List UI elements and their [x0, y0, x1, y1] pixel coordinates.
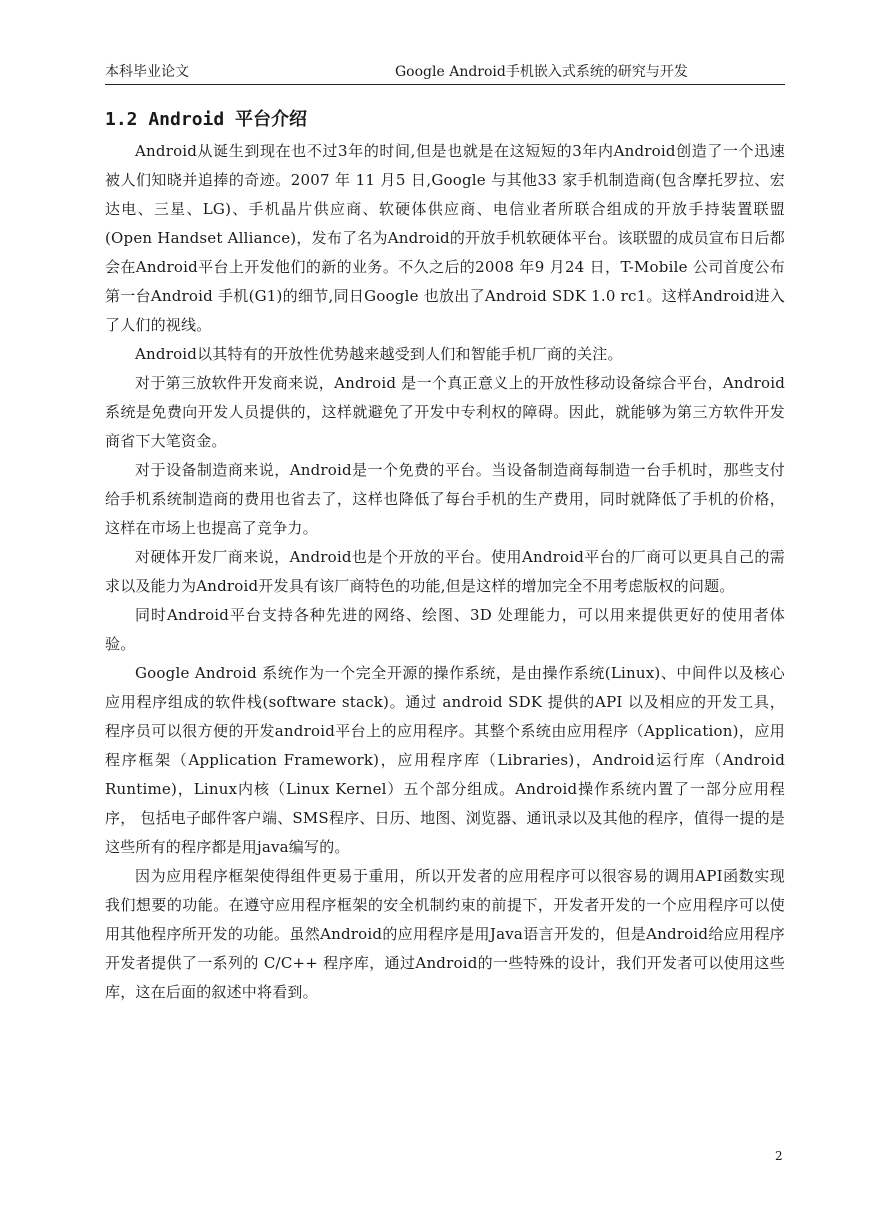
- page-number: 2: [775, 1149, 783, 1163]
- header-thesis-title: Google Android手机嵌入式系统的研究与开发: [395, 64, 688, 80]
- page-body: [105, 106, 785, 1007]
- header-divider: [105, 84, 785, 85]
- page-header: [105, 62, 785, 84]
- paragraph-framework: 因为应用程序框架使得组件更易于重用，所以开发者的应用程序可以很容易的调用API函数实现我们想要的功能。在遵守应用程序框架的安全机制约束的前提下，开发者开发的一个应用程序可以使用其他程序所开发的功能。虽然Android的应用程序是用Java语言开发的，但是Android给应用程序开发者提供了一系列的 C/C++ 程序库，通过Android的一些特殊的设计，我们开发者可以使用这些库，这在后面的叙述中将看到。: [105, 867, 785, 1001]
- paragraph-architecture: Google Android 系统作为一个完全开源的操作系统，是由操作系统(Linux)、中间件以及核心应用程序组成的软件栈(software stack)。通过 android SDK 提供的API 以及相应的开发工具， 程序员可以很方便的开发android平台上的应用程序。其整个系统由应用程序（Application)，应用程序框架（Application Framework)，应用程序库（Libraries)，Android运行库（Android Runtime)，Linux内核（Linux Kernel）五个部分组成。Android操作系统内置了一部分应用程序， 包括电子邮件客户端、SMS程序、日历、地图、浏览器、通讯录以及其他的程序，值得一提的是这些所有的程序都是用java编写的。: [105, 664, 785, 856]
- paragraph-third-party: 对于第三放软件开发商来说，Android 是一个真正意义上的开放性移动设备综合平台，Android系统是免费向开发人员提供的，这样就避免了开发中专利权的障碍。因此，就能够为第三方软件开发商省下大笔资金。: [105, 374, 785, 450]
- paragraph-hardware-vendors: 对硬体开发厂商来说，Android也是个开放的平台。使用Android平台的厂商可以更具自己的需求以及能力为Android开发具有该厂商特色的功能,但是这样的增加完全不用考虑版权的问题。: [105, 548, 785, 595]
- paragraph-history: Android从诞生到现在也不过3年的时间,但是也就是在这短短的3年内Android创造了一个迅速被人们知晓并追捧的奇迹。2007 年 11 月5 日,Google 与其他33 家手机制造商(包含摩托罗拉、宏达电、三星、LG)、手机晶片供应商、软硬体供应商、电信业者所联合组成的开放手持装置联盟(Open Handset Alliance)，发布了名为Android的开放手机软硬体平台。该联盟的成员宣布日后都会在Android平台上开发他们的新的业务。不久之后的2008 年9 月24 日，T-Mobile 公司首度公布第一台Android 手机(G1)的细节,同日Google 也放出了Android SDK 1.0 rc1。这样Android进入了人们的视线。: [105, 142, 785, 334]
- section-heading: 1.2 Android 平台介绍: [105, 109, 308, 130]
- paragraph-openness: Android以其特有的开放性优势越来越受到人们和智能手机厂商的关注。: [135, 345, 623, 363]
- header-thesis-type: 本科毕业论文: [105, 64, 189, 80]
- paragraph-capabilities: 同时Android平台支持各种先进的网络、绘图、3D 处理能力，可以用来提供更好的使用者体验。: [105, 606, 785, 653]
- paragraph-device-makers: 对于设备制造商来说，Android是一个免费的平台。当设备制造商每制造一台手机时，那些支付给手机系统制造商的费用也省去了，这样也降低了每台手机的生产费用，同时就降低了手机的价格，这样在市场上也提高了竞争力。: [105, 461, 785, 537]
